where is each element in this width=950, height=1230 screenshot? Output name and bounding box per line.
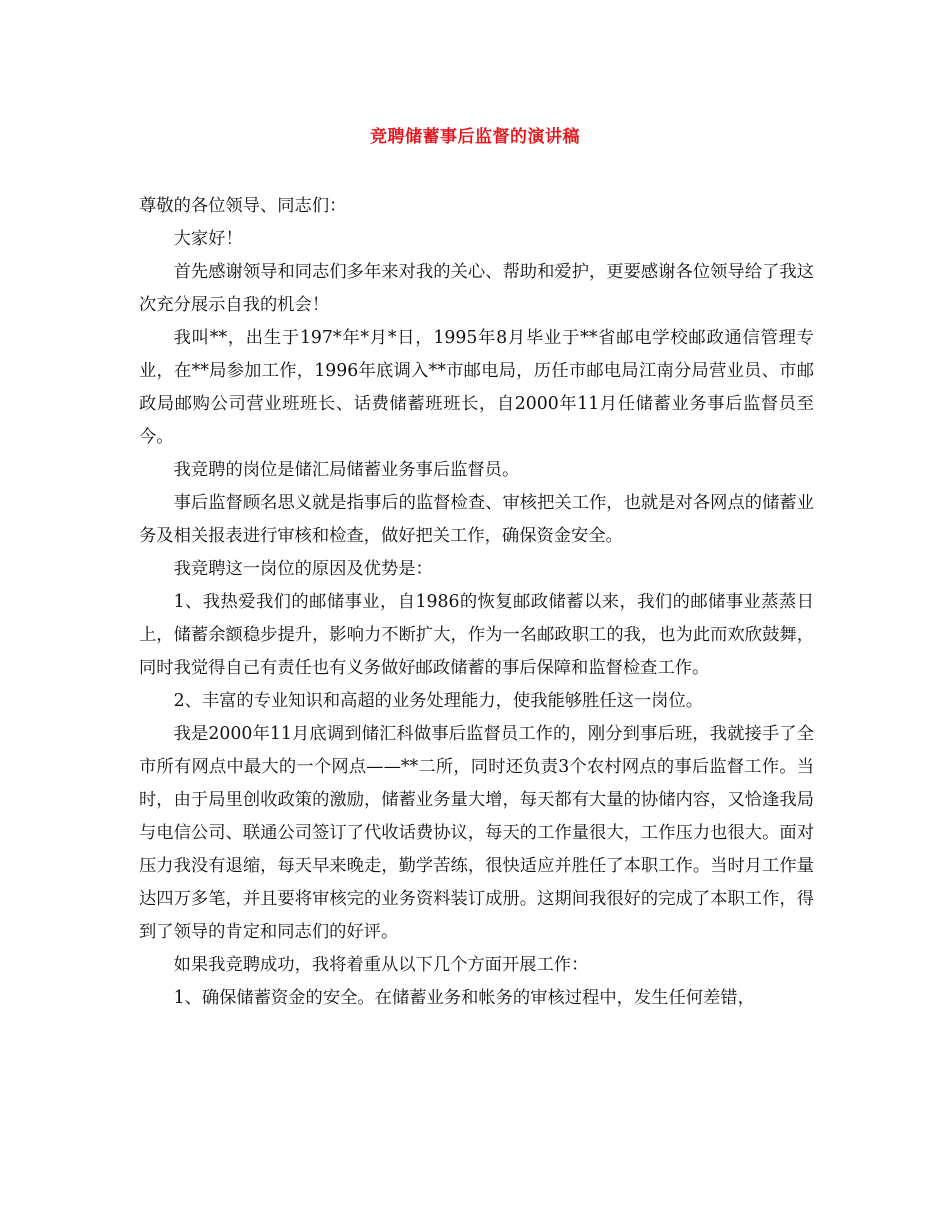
paragraph-self-intro: 我叫**，出生于197*年*月*日，1995年8月毕业于**省邮电学校邮政通信管理专业，在**局参加工作，1996年底调入**市邮电局，历任市邮电局江南分局营业员、市邮政局邮购公司营业班班长、话费储蓄班班长，自2000年11月任储蓄业务事后监督员至今。	[139, 328, 814, 447]
document-body	[139, 190, 814, 1015]
paragraph-position: 我竞聘的岗位是储汇局储蓄业务事后监督员。	[173, 460, 520, 480]
paragraph-reason-1: 1、我热爱我们的邮储事业，自1986的恢复邮政储蓄以来，我们的邮储事业蒸蒸日上，储蓄余额稳步提升，影响力不断扩大，作为一名邮政职工的我，也为此而欢欣鼓舞，同时我觉得自己有责任也有义务做好邮政储蓄的事后保障和监督检查工作。	[139, 592, 814, 678]
paragraph-reason-2: 2、丰富的专业知识和高超的业务处理能力，使我能够胜任这一岗位。	[173, 691, 704, 711]
paragraph-thanks: 首先感谢领导和同志们多年来对我的关心、帮助和爱护，更要感谢各位领导给了我这次充分展示自我的机会！	[139, 262, 814, 315]
paragraph-plans-heading: 如果我竞聘成功，我将着重从以下几个方面开展工作：	[173, 955, 589, 975]
paragraph-reasons-heading: 我竞聘这一岗位的原因及优势是：	[173, 559, 433, 579]
paragraph-plan-1: 1、确保储蓄资金的安全。在储蓄业务和帐务的审核过程中，发生任何差错，	[173, 988, 755, 1008]
paragraph-definition: 事后监督顾名思义就是指事后的监督检查、审核把关工作，也就是对各网点的储蓄业务及相关报表进行审核和检查，做好把关工作，确保资金安全。	[139, 493, 814, 546]
paragraph-experience: 我是2000年11月底调到储汇科做事后监督员工作的，刚分到事后班，我就接手了全市所有网点中最大的一个网点——**二所，同时还负责3个农村网点的事后监督工作。当时，由于局里创收政策的激励，储蓄业务量大增，每天都有大量的协储内容，又恰逢我局与电信公司、联通公司签订了代收话费协议，每天的工作量很大，工作压力也很大。面对压力我没有退缩，每天早来晚走，勤学苦练，很快适应并胜任了本职工作。当时月工作量达四万多笔，并且要将审核完的业务资料装订成册。这期间我很好的完成了本职工作，得到了领导的肯定和同志们的好评。	[139, 724, 814, 942]
document-title: 竞聘储蓄事后监督的演讲稿	[370, 127, 580, 147]
paragraph-greeting: 大家好！	[173, 229, 243, 249]
salutation: 尊敬的各位领导、同志们：	[139, 196, 347, 216]
